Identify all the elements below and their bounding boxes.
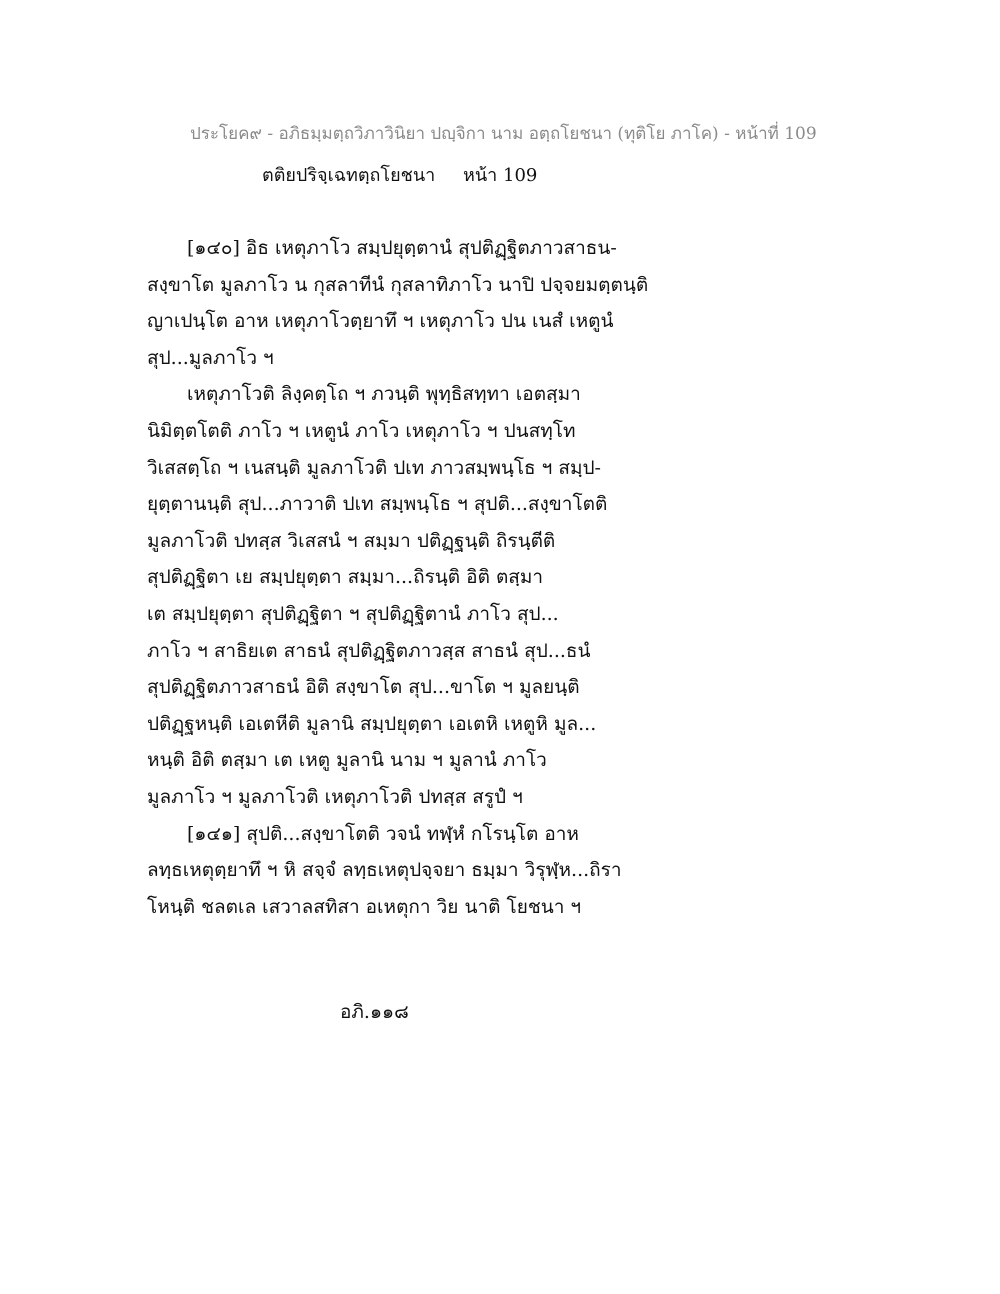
text-line: วิเสสตฺโถ ฯ เนสนฺติ มูลภาโวติ ปเท ภาวสมฺพนฺโธ ฯ สมฺป- (147, 456, 601, 479)
text-line: มูลภาโวติ ปทสฺส วิเสสนํ ฯ สมฺมา ปติฏฺฐนฺติ ถิรนฺตีติ (147, 529, 556, 552)
text-line: สงฺขาโต มูลภาโว น กุสลาทีนํ กุสลาทิภาโว นาปิ ปจฺจยมตฺตนฺติ (147, 273, 649, 296)
running-header: ประโยค๙ - อภิธมฺมตฺถวิภาวินิยา ปญฺจิกา นาม อตฺถโยชนา (ทุติโย ภาโค) - หน้าที่ 109 (190, 124, 817, 144)
text-line: นิมิตฺตโตติ ภาโว ฯ เหตูนํ ภาโว เหตุภาโว ฯ ปนสทฺโท (147, 419, 576, 442)
text-line: ลทฺธเหตุตฺยาทึ ฯ หิ สจฺจํ ลทฺธเหตุปจฺจยา ธมฺมา วิรุฬฺห...ถิรา (147, 859, 622, 882)
text-line: สุป...มูลภาโว ฯ (147, 346, 274, 369)
text-line: ภาโว ฯ สาธิยเต สาธนํ สุปติฏฺฐิตภาวสฺส สาธนํ สุป...ธนํ (147, 639, 591, 662)
text-line: ยุตฺตานนฺติ สุป...ภาวาติ ปเท สมฺพนฺโธ ฯ สุปติ...สงฺขาโตติ (147, 493, 608, 516)
body-text (147, 230, 707, 925)
text-line: [๑๔๐] อิธ เหตุภาโว สมฺปยุตฺตานํ สุปติฏฺฐิตภาวสาธน- (187, 237, 617, 259)
text-line: ปติฏฺฐหนฺติ เอเตหีติ มูลานิ สมฺปยุตฺตา เอเตหิ เหตูหิ มูล... (147, 712, 597, 735)
footer-reference: อภิ.๑๑๘ (340, 1001, 409, 1023)
text-line: โหนฺติ ชลตเล เสวาลสทิสา อเหตุกา วิย นาติ โยชนา ฯ (147, 895, 582, 918)
text-line: สุปติฏฺฐิตภาวสาธนํ อิติ สงฺขาโต สุป...ขาโต ฯ มูลยนฺติ (147, 676, 580, 699)
text-line: เต สมฺปยุตฺตา สุปติฏฺฐิตา ฯ สุปติฏฺฐิตานํ ภาโว สุป... (147, 602, 559, 625)
section-title: ตติยปริจฺเฉทตฺถโยชนา (262, 165, 436, 186)
text-line: เหตุภาโวติ ลิงฺคตฺโถ ฯ ภวนฺติ พุทฺธิสทฺทา เอตสฺมา (187, 383, 581, 406)
text-line: สุปติฏฺฐิตา เย สมฺปยุตฺตา สมฺมา...ถิรนฺติ อิติ ตสฺมา (147, 566, 544, 589)
text-line: ญาเปนฺโต อาห เหตุภาโวตฺยาทึ ฯ เหตุภาโว ปน เนสํ เหตูนํ (147, 310, 614, 333)
text-line: หนฺติ อิติ ตสฺมา เต เหตู มูลานิ นาม ฯ มูลานํ ภาโว (147, 749, 547, 772)
section-header (262, 160, 537, 189)
text-line: [๑๔๑] สุปติ...สงฺขาโตติ วจนํ ทฬฺหํ กโรนฺโต อาห (187, 822, 579, 845)
page-number-label: หน้า 109 (463, 165, 538, 186)
text-line: มูลภาโว ฯ มูลภาโวติ เหตุภาโวติ ปทสฺส สรูปํ ฯ (147, 785, 523, 808)
